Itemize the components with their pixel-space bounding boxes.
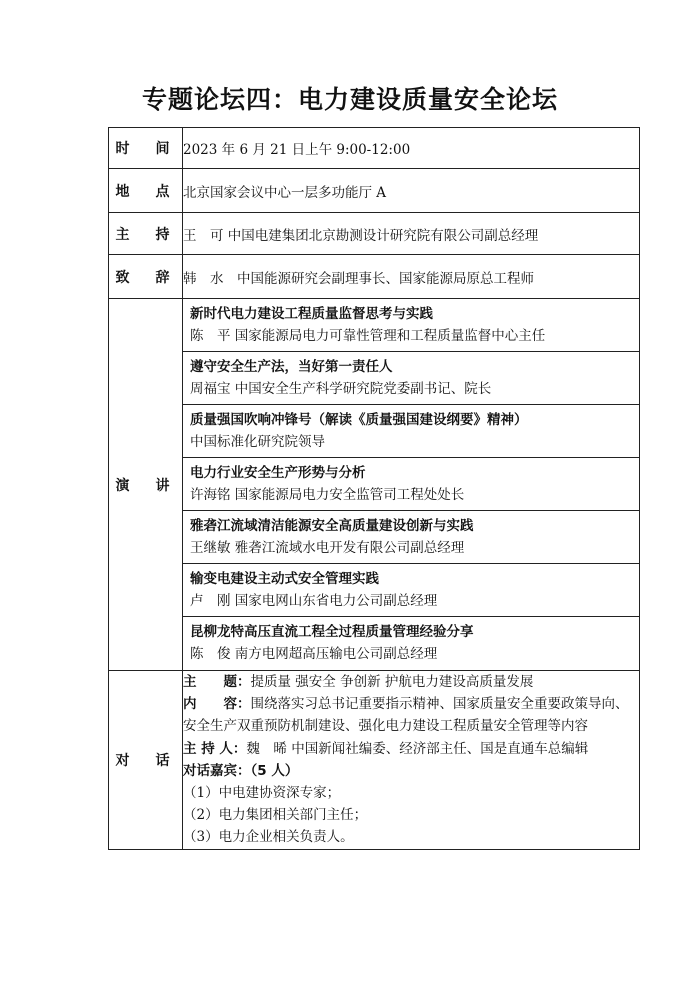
dialogue-theme: [183, 671, 639, 693]
dialogue-content: [183, 693, 639, 715]
speech-speaker: 陈 平 国家能源局电力可靠性管理和工程质量监督中心主任: [190, 328, 546, 344]
venue-label: 地 点: [109, 169, 183, 213]
time-label: 时 间: [109, 128, 183, 169]
speech-title: 新时代电力建设工程质量监督思考与实践: [190, 306, 433, 322]
dialogue-details: [183, 671, 640, 850]
page-title: 专题论坛四：电力建设质量安全论坛: [141, 85, 558, 114]
speech-item: [183, 617, 639, 670]
speech-item: [183, 564, 639, 617]
address-row: [109, 255, 640, 299]
address-label: 致 辞: [109, 255, 183, 299]
speech-speaker: 中国标准化研究院领导: [190, 434, 325, 450]
speech-speaker: 王继敏 雅砻江流域水电开发有限公司副总经理: [190, 540, 465, 556]
dialogue-moderator-text: 魏 晞 中国新闻社编委、经济部主任、国是直通车总编辑: [246, 740, 589, 757]
host-value: 王 可 中国电建集团北京勘测设计研究院有限公司副总经理: [183, 213, 640, 255]
time-row: [109, 128, 640, 169]
speech-speaker: 卢 刚 国家电网山东省电力公司副总经理: [190, 593, 438, 609]
speeches-label: 演 讲: [109, 299, 183, 671]
speech-item: [183, 405, 639, 458]
host-row: [109, 213, 640, 255]
dialogue-content-line1: 围绕落实习总书记重要指示精神、国家质量安全重要政策导向、: [250, 696, 629, 713]
dialogue-content-label: 内 容：: [183, 696, 251, 713]
venue-value: 北京国家会议中心一层多功能厅 A: [183, 169, 640, 213]
dialogue-moderator: [183, 738, 639, 760]
dialogue-theme-text: 提质量 强安全 争创新 护航电力建设高质量发展: [250, 674, 534, 690]
dialogue-guest-item: （2）电力集团相关部门主任；: [183, 807, 368, 824]
host-label: 主 持: [109, 213, 183, 255]
speech-title: 输变电建设主动式安全管理实践: [190, 571, 379, 587]
dialogue-moderator-label: 主 持 人：: [183, 740, 247, 757]
dialogue-theme-label: 主 题：: [183, 674, 251, 690]
dialogue-content-line2: 安全生产双重预防机制建设、强化电力建设工程质量安全管理等内容: [183, 718, 588, 735]
speech-title: 昆柳龙特高压直流工程全过程质量管理经验分享: [190, 624, 474, 640]
dialogue-guest-item: （3）电力企业相关负责人。: [183, 829, 354, 846]
speech-item: [183, 458, 639, 511]
time-value: 2023 年 6 月 21 日上午 9:00-12:00: [183, 128, 640, 169]
speech-title: 电力行业安全生产形势与分析: [190, 465, 366, 481]
speech-title: 质量强国吹响冲锋号（解读《质量强国建设纲要》精神）: [190, 412, 528, 428]
speeches-list: [183, 299, 640, 671]
speeches-row: [109, 299, 640, 671]
speech-item: [183, 299, 639, 352]
dialogue-row: [109, 671, 640, 850]
dialogue-guest-item: （1）中电建协资深专家；: [183, 785, 341, 802]
speech-title: 遵守安全生产法，当好第一责任人: [190, 359, 393, 375]
speech-item: [183, 511, 639, 564]
speech-speaker: 许海铭 国家能源局电力安全监管司工程处处长: [190, 487, 465, 503]
dialogue-label: 对 话: [109, 671, 183, 850]
schedule-table: [108, 127, 640, 850]
speech-speaker: 周福宝 中国安全生产科学研究院党委副书记、院长: [190, 381, 492, 397]
speech-title: 雅砻江流域清洁能源安全高质量建设创新与实践: [190, 518, 474, 534]
address-value: 韩 水 中国能源研究会副理事长、国家能源局原总工程师: [183, 255, 640, 299]
venue-row: [109, 169, 640, 213]
speech-speaker: 陈 俊 南方电网超高压输电公司副总经理: [190, 646, 438, 662]
speech-item: [183, 352, 639, 405]
dialogue-guests-label: 对话嘉宾：（5 人）: [183, 762, 299, 779]
